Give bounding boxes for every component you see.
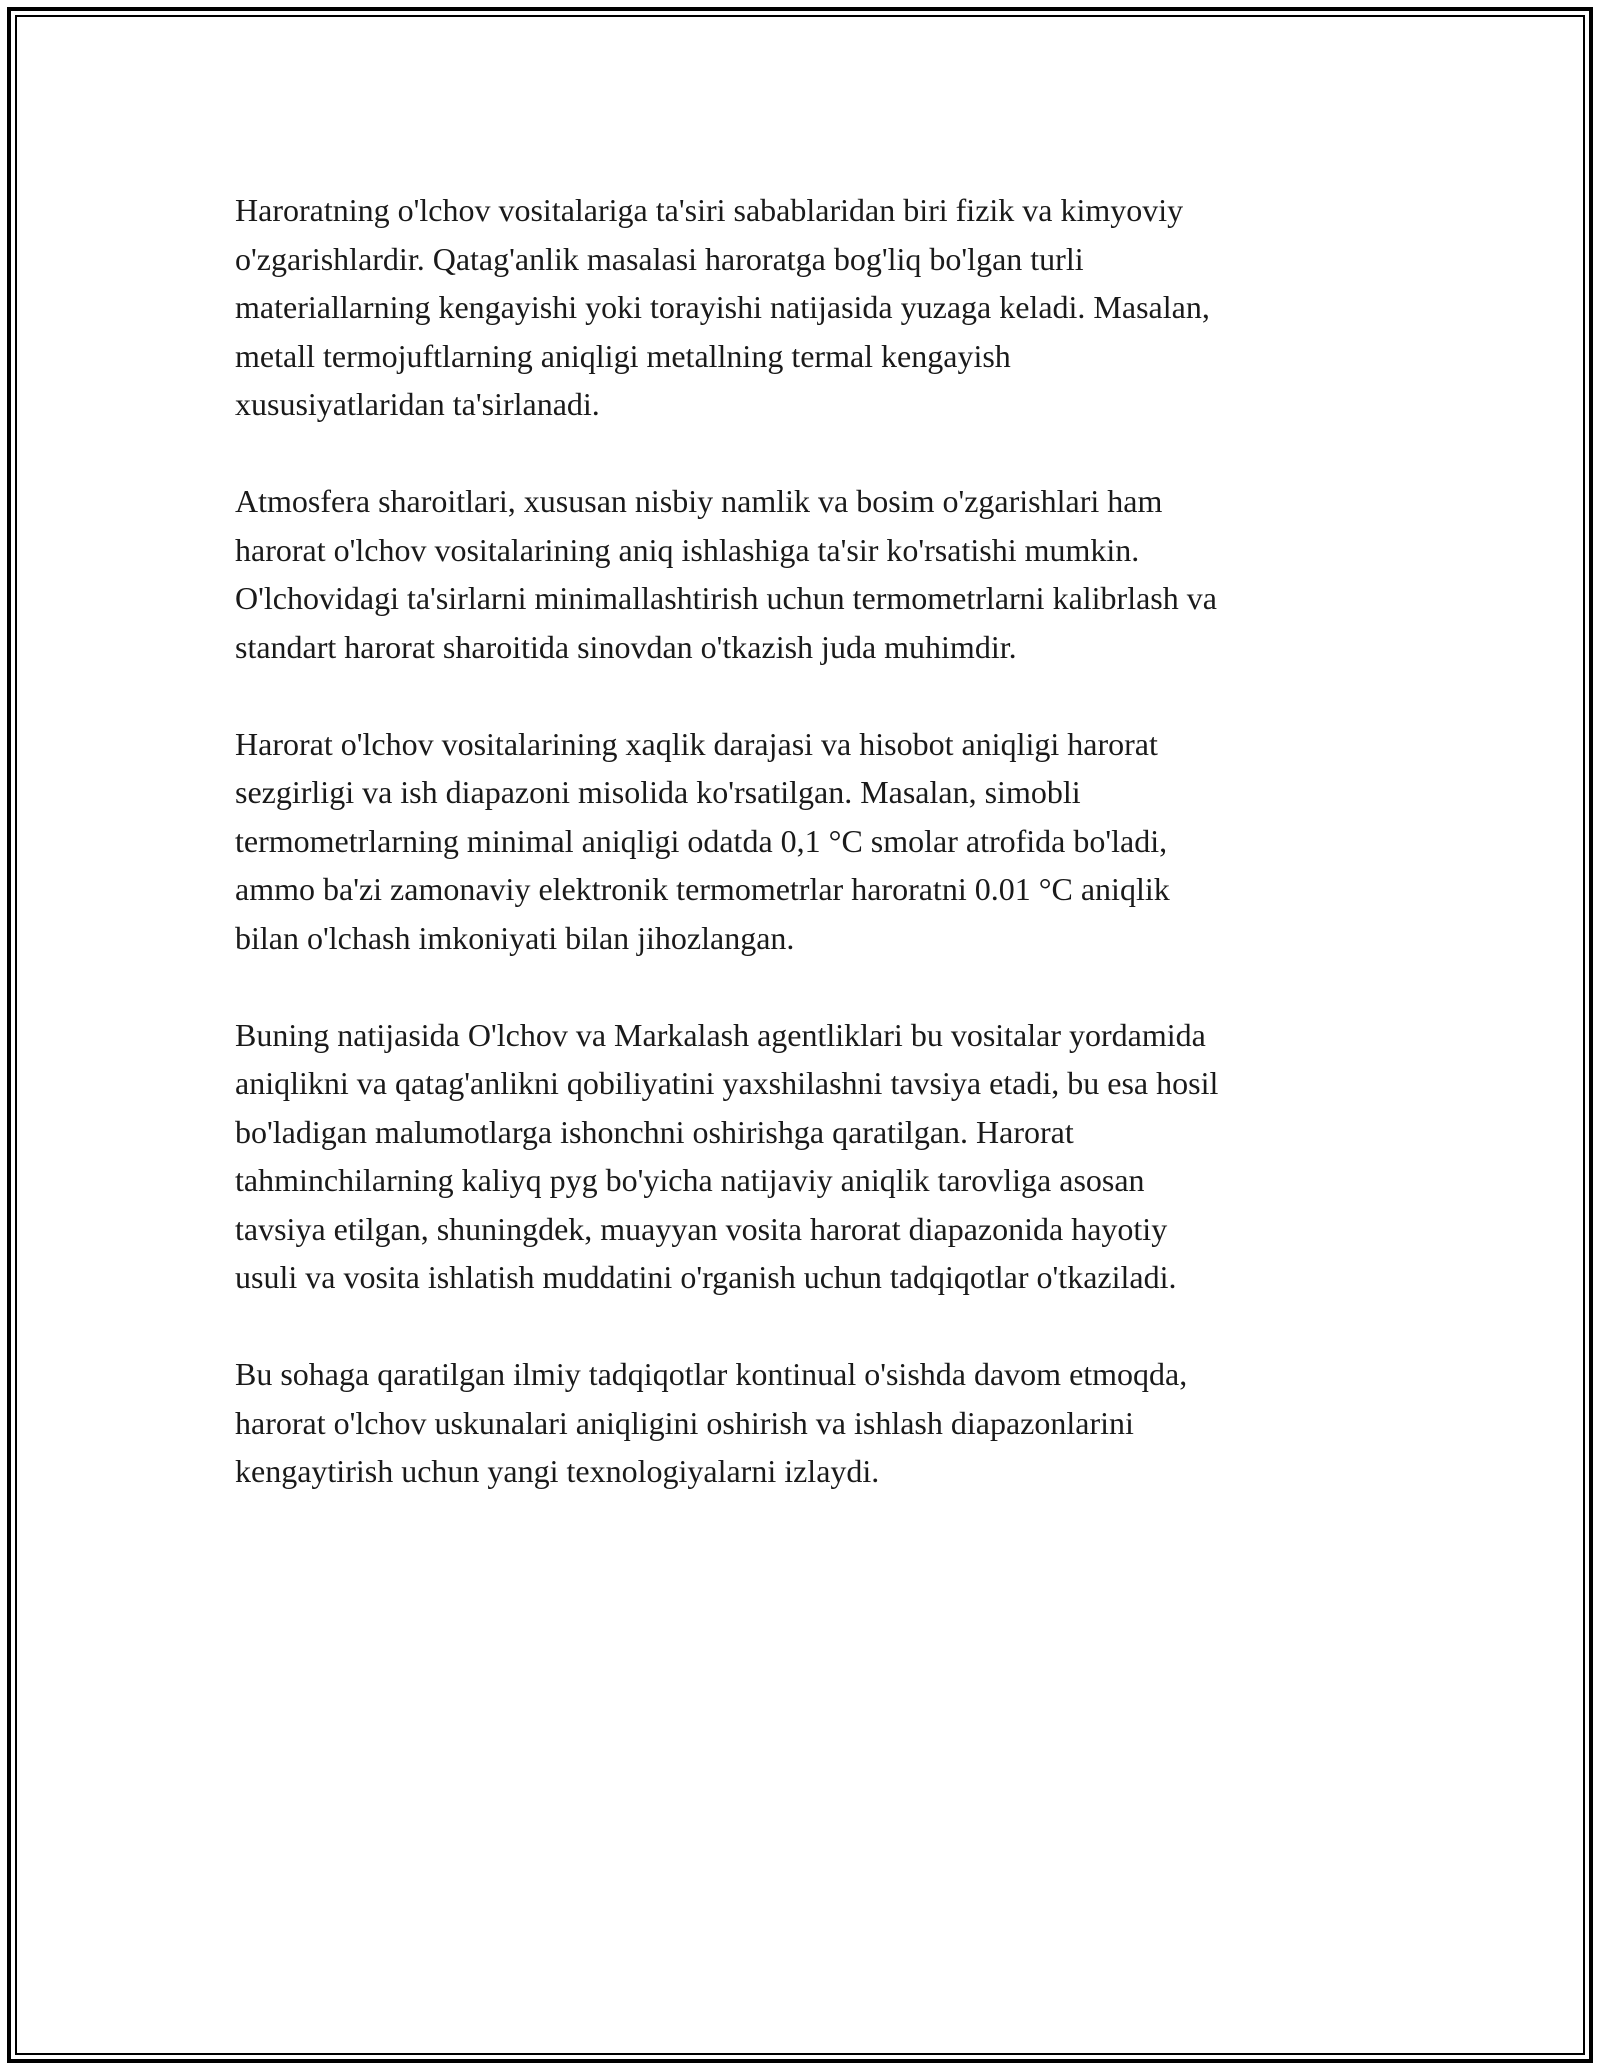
paragraph-4: Buning natijasida O'lchov va Markalash agentliklari bu vositalar yordamida aniqlikni va qatag'anlikni qobiliyatini yaxshilashni tavsiya etadi, bu esa hosil bo'ladigan malumotlarga ishonchni oshirishga qaratilgan. Harorat tahminchilarning kaliyq pyg bo'yicha natijaviy aniqlik tarovliga asosan tavsiya etilgan, shuningdek, muayyan vosita harorat diapazonida hayotiy usuli va vosita ishlatish muddatini o'rganish uchun tadqiqotlar o'tkaziladi. [235,1016,1219,1295]
paragraph-2: Atmosfera sharoitlari, xususan nisbiy namlik va bosim o'zgarishlari ham harorat o'lchov vositalarining aniq ishlashiga ta'sir ko'rsatishi mumkin. O'lchovidagi ta'sirlarni minimallashtirish uchun termometrlarni kalibrlash va standart harorat sharoitida sinovdan o'tkazish juda muhimdir. [235,483,1217,665]
paragraph-3: Harorat o'lchov vositalarining xaqlik darajasi va hisobot aniqligi harorat sezgirligi va ish diapazoni misolida ko'rsatilgan. Masalan, simobli termometrlarning minimal aniqligi odatda 0,1 °C smolar atrofida bo'ladi, ammo ba'zi zamonaviy elektronik termometrlar haroratni 0.01 °C aniqlik bilan o'lchash imkoniyati bilan jihozlangan. [235,725,1170,956]
document-body [235,186,1365,1496]
paragraph-5: Bu sohaga qaratilgan ilmiy tadqiqotlar kontinual o'sishda davom etmoqda, harorat o'lchov uskunalari aniqligini oshirish va ishlash diapazonlarini kengaytirish uchun yangi texnologiyalarni izlaydi. [235,1356,1188,1489]
paragraph-1: Haroratning o'lchov vositalariga ta'siri sabablaridan biri fizik va kimyoviy o'zgarishlardir. Qatag'anlik masalasi haroratga bog'liq bo'lgan turli materiallarning kengayishi yoki torayishi natijasida yuzaga keladi. Masalan, metall termojuftlarning aniqligi metallning termal kengayish xususiyatlaridan ta'sirlanadi. [235,192,1210,422]
